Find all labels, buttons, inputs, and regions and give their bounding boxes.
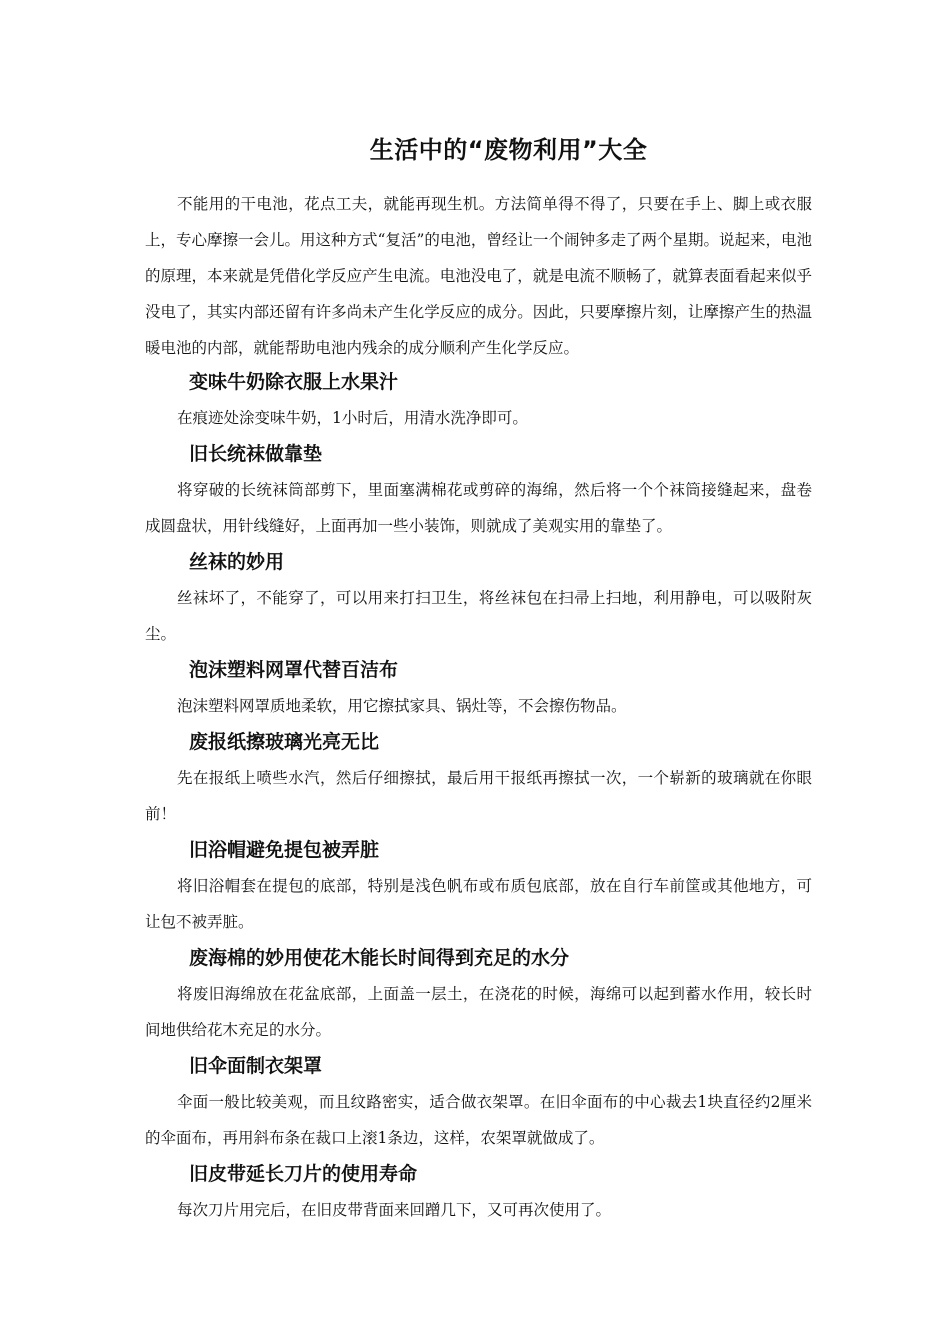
- section-body: 将穿破的长统袜筒部剪下，里面塞满棉花或剪碎的海绵，然后将一个个袜筒接缝起来，盘卷成圆盘状，用针线缝好，上面再加一些小装饰，则就成了美观实用的靠垫了。: [145, 481, 812, 535]
- section-heading: 泡沫塑料网罩代替百洁布: [189, 659, 399, 681]
- section-heading: 旧浴帽避免提包被弄脏: [189, 839, 380, 861]
- section-heading: 旧长统袜做靠垫: [189, 443, 323, 465]
- section-heading: 废海棉的妙用使花木能长时间得到充足的水分: [189, 947, 570, 969]
- section-3: [145, 546, 812, 652]
- section-6: [145, 834, 812, 940]
- section-4: [145, 654, 812, 724]
- section-heading: 变味牛奶除衣服上水果汁: [189, 371, 399, 393]
- document-title: 生活中的“废物利用”大全: [369, 136, 648, 164]
- section-1: [145, 366, 812, 436]
- section-body: 先在报纸上喷些水汽，然后仔细擦拭，最后用干报纸再擦拭一次，一个崭新的玻璃就在你眼前！: [145, 769, 812, 823]
- section-heading: 丝袜的妙用: [189, 551, 285, 573]
- section-body: 丝袜坏了，不能穿了，可以用来打扫卫生，将丝袜包在扫帚上扫地，利用静电，可以吸附灰尘。: [145, 589, 812, 643]
- section-9: [145, 1158, 812, 1228]
- intro-paragraph: 不能用的干电池，花点工夫，就能再现生机。方法简单得不得了，只要在手上、脚上或衣服上，专心摩擦一会儿。用这种方式“复活”的电池，曾经让一个闹钟多走了两个星期。说起来，电池的原理，本来就是凭借化学反应产生电流。电池没电了，就是电流不顺畅了，就算表面看起来似乎没电了，其实内部还留有许多尚未产生化学反应的成分。因此，只要摩擦片刻，让摩擦产生的热温暖电池的内部，就能帮助电池内残余的成分顺利产生化学反应。: [145, 195, 812, 357]
- section-heading: 旧伞面制衣架罩: [189, 1055, 323, 1077]
- section-body: 将旧浴帽套在提包的底部，特别是浅色帆布或布质包底部，放在自行车前筐或其他地方，可让包不被弄脏。: [145, 877, 812, 931]
- section-5: [145, 726, 812, 832]
- section-body: 将废旧海绵放在花盆底部，上面盖一层土，在浇花的时候，海绵可以起到蓄水作用，较长时间地供给花木充足的水分。: [145, 985, 812, 1039]
- section-body: 在痕迹处涂变味牛奶，1小时后，用清水洗净即可。: [177, 409, 528, 427]
- section-body: 泡沫塑料网罩质地柔软，用它擦拭家具、锅灶等，不会擦伤物品。: [177, 697, 627, 715]
- section-7: [145, 942, 812, 1048]
- section-heading: 旧皮带延长刀片的使用寿命: [189, 1163, 418, 1185]
- section-body: 每次刀片用完后，在旧皮带背面来回蹭几下，又可再次使用了。: [177, 1201, 612, 1219]
- section-2: [145, 438, 812, 544]
- section-heading: 废报纸擦玻璃光亮无比: [189, 731, 380, 753]
- section-body: 伞面一般比较美观，而且纹路密实，适合做衣架罩。在旧伞面布的中心裁去1块直径约2厘米的伞面布，再用斜布条在裁口上滚1条边，这样，农架罩就做成了。: [145, 1093, 812, 1147]
- section-8: [145, 1050, 812, 1156]
